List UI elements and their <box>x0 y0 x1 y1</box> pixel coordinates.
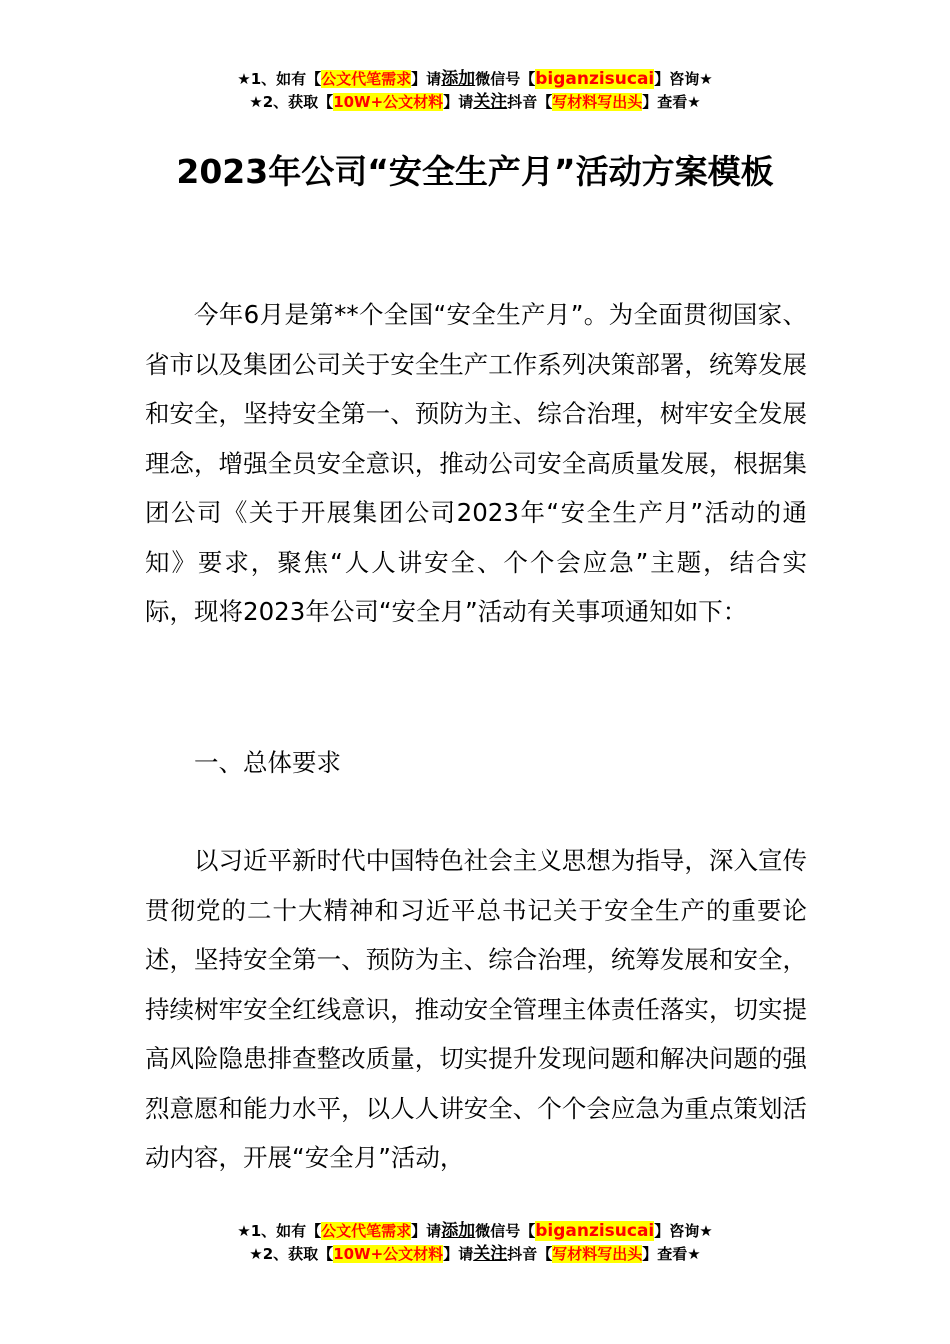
section-heading: 一、总体要求 <box>194 748 341 777</box>
banner-line-1 <box>0 1220 950 1243</box>
banner-text: 抖音【 <box>507 93 553 111</box>
banner-text: ★2、获取【 <box>249 1245 334 1263</box>
banner-underlined: 关注 <box>473 1244 508 1264</box>
banner-highlight-douyin: 写材料写出头 <box>552 1245 643 1263</box>
banner-text: 】查看★ <box>642 1245 701 1263</box>
banner-text: 】咨询★ <box>654 70 713 88</box>
banner-highlight-wechat: biganzisucai <box>535 69 655 89</box>
banner-line-2 <box>0 1243 950 1266</box>
header-banner <box>0 68 950 114</box>
banner-highlight: 10W+公文材料 <box>333 1245 444 1263</box>
banner-highlight-douyin: 写材料写出头 <box>552 93 643 111</box>
banner-text: 】查看★ <box>642 93 701 111</box>
banner-highlight: 公文代笔需求 <box>321 1222 412 1240</box>
banner-text: 】咨询★ <box>654 1222 713 1240</box>
banner-text: ★2、获取【 <box>249 93 334 111</box>
banner-text: 抖音【 <box>507 1245 553 1263</box>
banner-text: ★1、如有【 <box>237 1222 322 1240</box>
banner-highlight-wechat: biganzisucai <box>535 1221 655 1241</box>
banner-text: 微信号【 <box>475 1222 536 1240</box>
banner-highlight: 公文代笔需求 <box>321 70 412 88</box>
banner-line-1 <box>0 68 950 91</box>
document-title: 2023年公司“安全生产月”活动方案模板 <box>176 152 774 191</box>
banner-text: 微信号【 <box>475 70 536 88</box>
banner-line-2 <box>0 91 950 114</box>
banner-underlined: 关注 <box>473 92 508 112</box>
banner-underlined: 添加 <box>441 1221 476 1241</box>
banner-underlined: 添加 <box>441 69 476 89</box>
banner-text: 】请 <box>411 70 442 88</box>
intro-paragraph: 今年6月是第**个全国“安全生产月”。为全面贯彻国家、省市以及集团公司关于安全生产工作系列决策部署，统筹发展和安全，坚持安全第一、预防为主、综合治理，树牢安全发展理念，增强全员安全意识，推动公司安全高质量发展，根据集团公司《关于开展集团公司2023年“安全生产月”活动的通知》要求，聚焦“人人讲安全、个个会应急”主题，结合实际，现将2023年公司“安全月”活动有关事项通知如下： <box>145 300 807 626</box>
banner-text: 】请 <box>443 1245 474 1263</box>
banner-text: 】请 <box>411 1222 442 1240</box>
footer-banner <box>0 1220 950 1266</box>
banner-text: ★1、如有【 <box>237 70 322 88</box>
banner-text: 】请 <box>443 93 474 111</box>
section-body-paragraph: 以习近平新时代中国特色社会主义思想为指导，深入宣传贯彻党的二十大精神和习近平总书记关于安全生产的重要论述，坚持安全第一、预防为主、综合治理，统筹发展和安全，持续树牢安全红线意识，推动安全管理主体责任落实，切实提高风险隐患排查整改质量，切实提升发现问题和解决问题的强烈意愿和能力水平，以人人讲安全、个个会应急为重点策划活动内容，开展“安全月”活动， <box>145 846 807 1172</box>
banner-highlight: 10W+公文材料 <box>333 93 444 111</box>
